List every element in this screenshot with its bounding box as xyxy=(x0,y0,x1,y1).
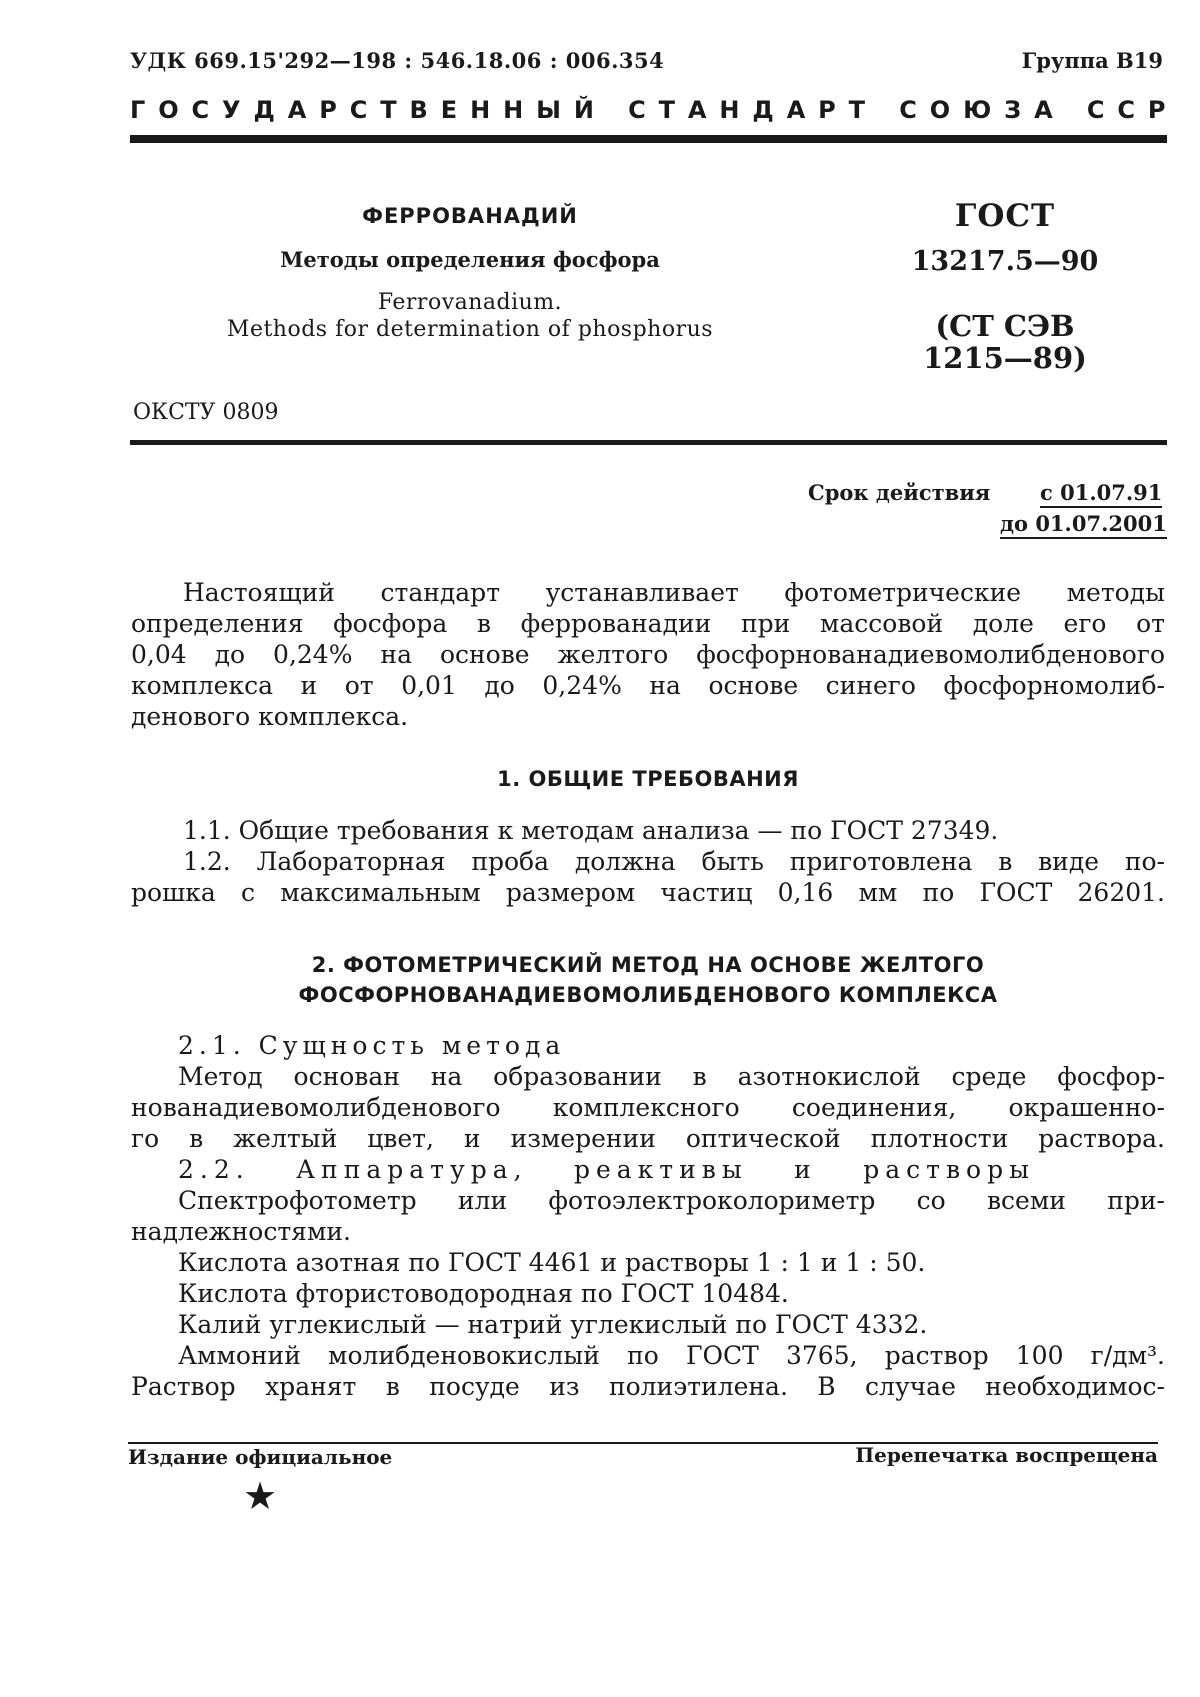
header-rule xyxy=(130,135,1167,143)
document-title: ФЕРРОВАНАДИЙ xyxy=(362,204,578,228)
intro-line: 0,04 до 0,24% на основе желтого фосфорнованадиевомолибденового xyxy=(131,640,1165,669)
state-standard-letter: Д xyxy=(253,96,275,124)
st-sev-line-1: (СТ СЭВ xyxy=(935,309,1075,343)
state-standard-letter: С xyxy=(628,96,646,124)
state-standard-banner xyxy=(130,96,1166,124)
intro-paragraph xyxy=(131,577,1165,732)
udk-code: УДК 669.15'292—198 : 546.18.06 : 006.354 xyxy=(130,48,665,73)
intro-line: Настоящий стандарт устанавливает фотометрические методы xyxy=(183,578,1165,607)
section-2-heading xyxy=(131,950,1165,1010)
state-standard-letter xyxy=(878,96,886,124)
clause-2-1-title: 2.1. Сущность метода xyxy=(178,1031,566,1060)
state-standard-letter: Р xyxy=(1147,96,1166,124)
reagent-line: Кислота фтористоводородная по ГОСТ 10484. xyxy=(178,1279,789,1308)
clause-1-2-line: 1.2. Лабораторная проба должна быть приготовлена в виде по- xyxy=(183,847,1165,876)
document-subtitle: Методы определения фосфора xyxy=(280,247,660,272)
clause-2-1-line: Метод основан на образовании в азотнокислой среде фосфор- xyxy=(178,1062,1165,1091)
section-2-body xyxy=(131,1030,1165,1402)
state-standard-letter: С xyxy=(1117,96,1136,124)
reagent-line: Кислота азотная по ГОСТ 4461 и растворы 1 : 1 и 1 : 50. xyxy=(178,1248,926,1277)
state-standard-letter: О xyxy=(929,96,951,124)
state-standard-letter: Г xyxy=(130,96,146,124)
clause-2-2-title: 2.2. Аппаратура, реактивы и растворы xyxy=(178,1155,1035,1184)
section-2-heading-line-1: 2. ФОТОМЕТРИЧЕСКИЙ МЕТОД НА ОСНОВЕ ЖЕЛТОГО xyxy=(311,953,985,977)
state-standard-letter: С xyxy=(349,96,368,124)
state-standard-letter: А xyxy=(287,96,307,124)
section-2-heading-line-2: ФОСФОРНОВАНАДИЕВОМОЛИБДЕНОВОГО КОМПЛЕКСА xyxy=(298,983,998,1007)
state-standard-letter: О xyxy=(158,96,179,124)
title-rule xyxy=(130,440,1167,445)
clause-2-1-line: нованадиевомолибденового комплексного соединения, окрашенно- xyxy=(131,1093,1165,1122)
state-standard-letter: Е xyxy=(440,96,458,124)
state-standard-letter: А xyxy=(786,96,806,124)
validity-from: с 01.07.91 xyxy=(1040,480,1162,508)
clause-1-2 xyxy=(131,846,1165,908)
clause-2-2-line: надлежностями. xyxy=(131,1217,352,1246)
reagent-line: Раствор хранят в посуде из полиэтилена. В случае необходимос- xyxy=(131,1372,1165,1401)
state-standard-letter: Ю xyxy=(963,96,992,124)
state-standard-letter xyxy=(1066,96,1074,124)
state-standard-letter: Ы xyxy=(536,96,561,124)
validity-label: Срок действия xyxy=(808,480,991,505)
section-1-heading: 1. ОБЩИЕ ТРЕБОВАНИЯ xyxy=(497,767,799,791)
state-standard-letter: А xyxy=(1034,96,1053,124)
state-standard-letter: С xyxy=(1086,96,1105,124)
state-standard-letter: З xyxy=(1004,96,1022,124)
clause-1-1 xyxy=(131,815,1165,846)
clause-2-2-line: Спектрофотометр или фотоэлектроколориметр со всеми при- xyxy=(178,1186,1165,1215)
state-standard-letter: У xyxy=(222,96,241,124)
reprint-prohibited-label: Перепечатка воспрещена xyxy=(855,1443,1158,1467)
clause-1-1-text: 1.1. Общие требования к методам анализа — по ГОСТ 27349. xyxy=(183,816,999,845)
reagent-line: Калий углекислый — натрий углекислый по ГОСТ 4332. xyxy=(178,1310,928,1339)
state-standard-letter: Н xyxy=(719,96,740,124)
state-standard-letter: Т xyxy=(848,96,866,124)
english-title xyxy=(170,289,770,343)
state-standard-letter xyxy=(607,96,615,124)
clause-1-2-line: рошка с максимальным размером частиц 0,16 мм по ГОСТ 26201. xyxy=(131,878,1165,907)
gost-label: ГОСТ xyxy=(954,198,1056,234)
state-standard-letter: Й xyxy=(573,96,594,124)
reagent-line: Аммоний молибденовокислый по ГОСТ 3765, раствор 100 г/дм³. xyxy=(178,1341,1165,1370)
official-edition-label: Издание официальное xyxy=(128,1445,393,1469)
st-sev-reference xyxy=(900,310,1110,374)
clause-2-1-line: го в желтый цвет, и измерении оптической плотности раствора. xyxy=(131,1124,1165,1153)
english-title-line-2: Methods for determination of phosphorus xyxy=(226,317,714,342)
state-standard-letter: Р xyxy=(818,96,836,124)
intro-line: определения фосфора в феррованадии при массовой доле его от xyxy=(131,609,1165,638)
state-standard-letter: В xyxy=(409,96,428,124)
state-standard-letter: Н xyxy=(503,96,524,124)
intro-line: комплекса и от 0,01 до 0,24% на основе синего фосфорномолиб- xyxy=(131,671,1165,700)
state-standard-letter: Н xyxy=(470,96,491,124)
state-standard-letter: С xyxy=(191,96,210,124)
st-sev-line-2: 1215—89) xyxy=(923,341,1087,375)
state-standard-letter: А xyxy=(687,96,707,124)
state-standard-letter: Д xyxy=(752,96,774,124)
validity-to: до 01.07.2001 xyxy=(1000,511,1167,539)
state-standard-letter: Т xyxy=(380,96,397,124)
state-standard-letter: С xyxy=(899,96,917,124)
group-code: Группа В19 xyxy=(1021,48,1163,73)
english-title-line-1: Ferrovanadium. xyxy=(377,290,563,315)
gost-number: 13217.5—90 xyxy=(911,246,1099,277)
state-standard-letter: Т xyxy=(658,96,676,124)
okstu-code: ОКСТУ 0809 xyxy=(133,400,279,425)
star-icon: ★ xyxy=(243,1474,278,1518)
intro-line: денового комплекса. xyxy=(131,702,409,731)
state-standard-letter: Р xyxy=(319,96,337,124)
